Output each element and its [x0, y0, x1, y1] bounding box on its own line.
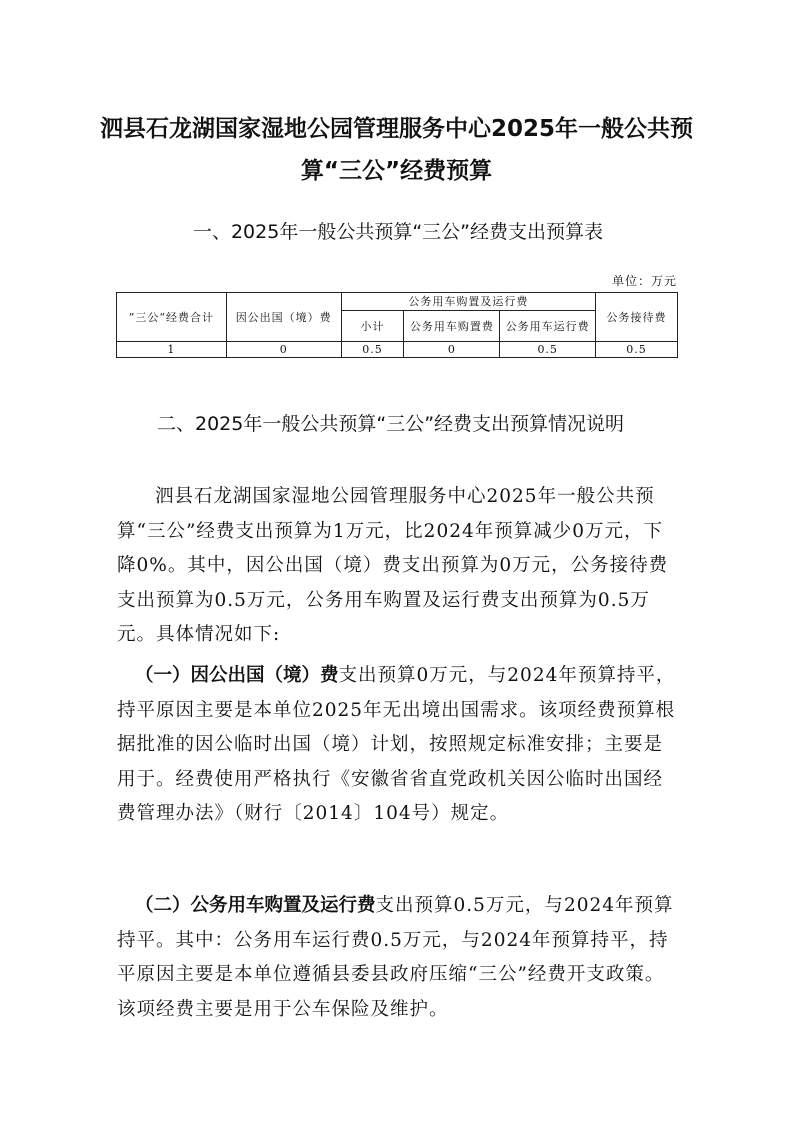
header-total: ”三公“经费合计	[117, 293, 227, 342]
cell-reception: 0.5	[596, 342, 678, 358]
table-header-row	[117, 293, 678, 311]
cell-subtotal: 0.5	[341, 342, 404, 358]
header-subtotal: 小计	[341, 311, 404, 342]
cell-total: 1	[117, 342, 227, 358]
section-heading-explanation: 二、2025年一般公共预算“三公”经费支出预算情况说明	[157, 413, 625, 435]
paragraph-summary: 泗县石龙湖国家湿地公园管理服务中心2025年一般公共预算“三公”经费支出预算为1万元，比2024年预算减少0万元，下降0%。其中，因公出国（境）费支出预算为0万元，公务接待费支出预算为0.5万元，公务用车购置及运行费支出预算为0.5万元。具体情况如下:	[117, 486, 669, 645]
section-heading-budget-table: 一、2025年一般公共预算“三公”经费支出预算表	[192, 221, 604, 243]
unit-label: 单位：万元	[611, 274, 677, 288]
paragraph-vehicle	[117, 889, 679, 1027]
cell-vehicle-operation: 0.5	[500, 342, 596, 358]
header-vehicle-purchase: 公务用车购置费	[404, 311, 500, 342]
header-reception: 公务接待费	[596, 293, 678, 342]
header-overseas: 因公出国（境）费	[226, 293, 341, 342]
paragraph-vehicle-lead: （二）公务用车购置及运行费	[135, 895, 376, 916]
header-vehicle-operation: 公务用车运行费	[500, 311, 596, 342]
paragraph-overseas-lead: （一）因公出国（境）费	[135, 665, 339, 686]
cell-vehicle-purchase: 0	[404, 342, 500, 358]
cell-overseas: 0	[226, 342, 341, 358]
table-row	[117, 342, 678, 358]
paragraph-vehicle-text: 支出预算0.5万元，与2024年预算持平。其中：公务用车运行费0.5万元，与2024年预算持平，持平原因主要是本单位遵循县委县政府压缩“三公”经费开支政策。该项经费主要是用于公车保险及维护。	[117, 895, 674, 1020]
header-vehicle-group: 公务用车购置及运行费	[341, 293, 596, 311]
budget-table	[116, 292, 678, 358]
paragraph-overseas	[117, 659, 679, 832]
paragraph-overseas-text: 支出预算0万元，与2024年预算持平，持平原因主要是本单位2025年无出境出国需求。该项经费预算根据批准的因公临时出国（境）计划，按照规定标准安排；主要是用于。经费使用严格执行《安徽省省直党政机关因公临时出国经费管理办法》（财行〔2014〕104号）规定。	[117, 665, 676, 824]
page-title: 泗县石龙湖国家湿地公园管理服务中心2025年一般公共预算“三公”经费预算	[100, 116, 694, 184]
